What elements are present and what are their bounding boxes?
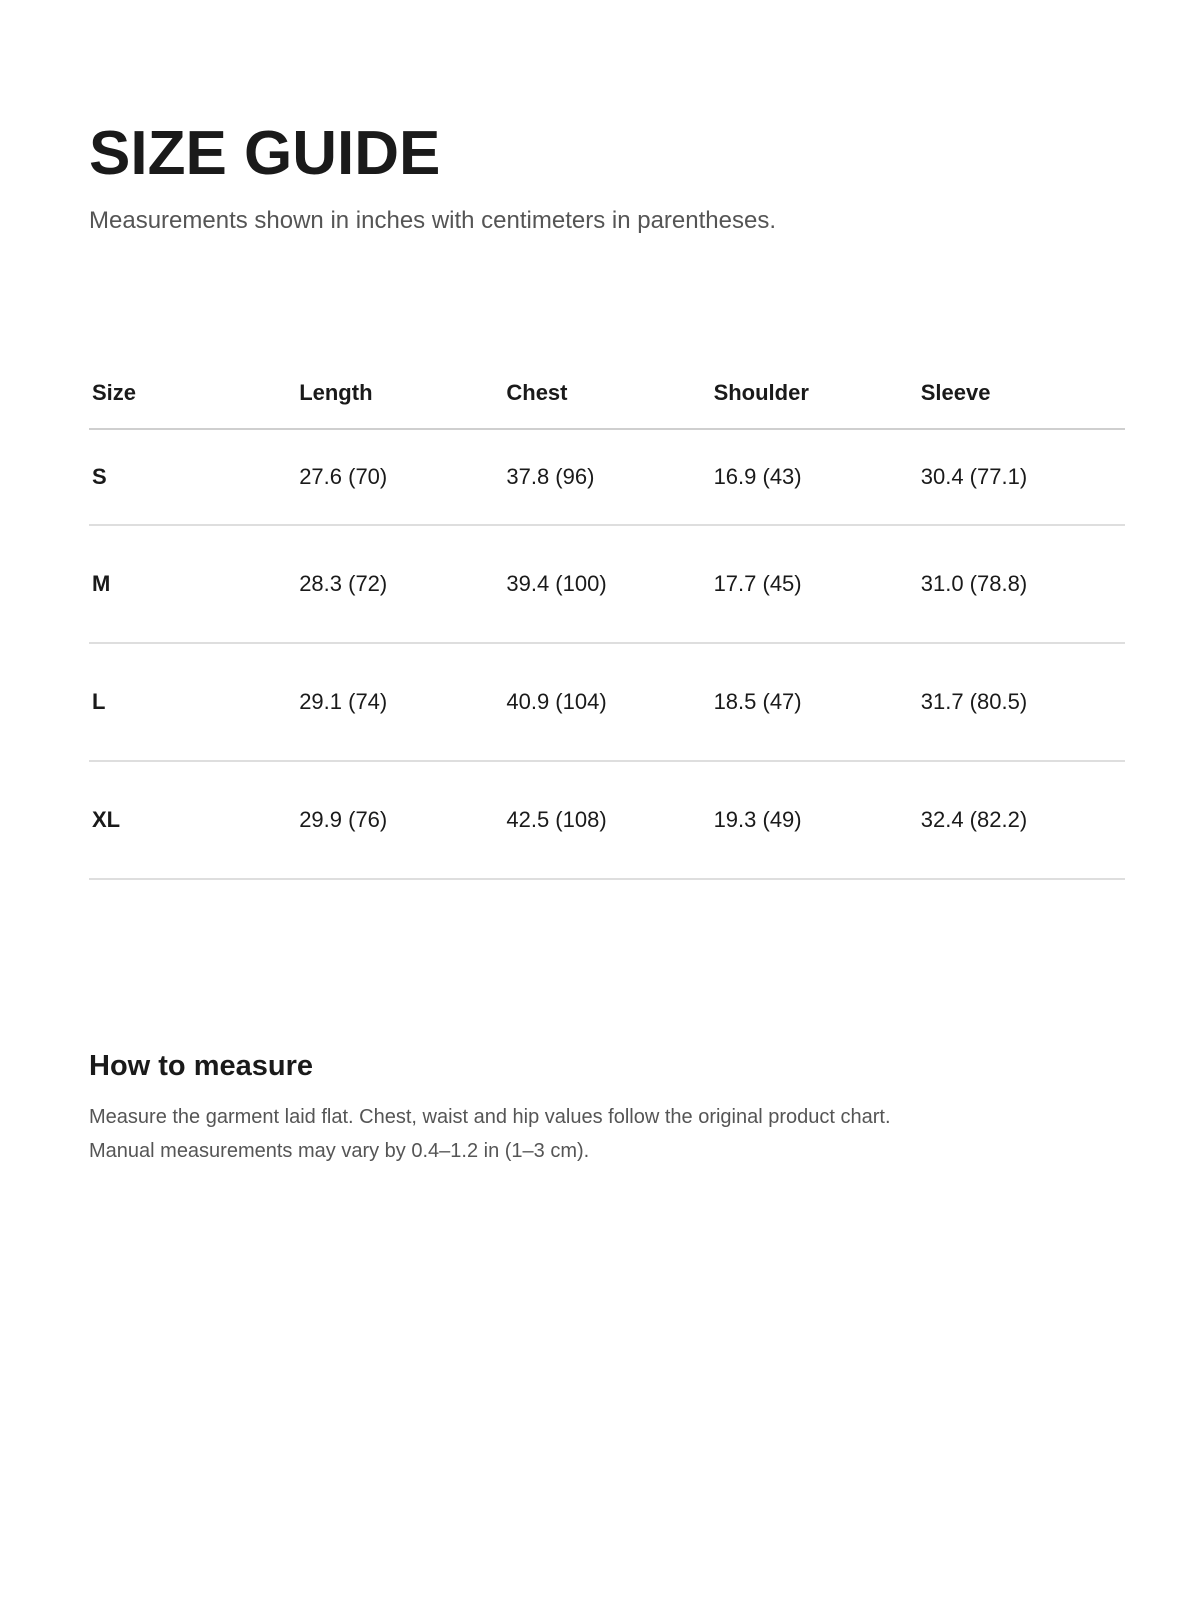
column-header-chest: Chest <box>503 366 710 429</box>
column-header-size: Size <box>89 366 296 429</box>
size-cell: L <box>89 643 296 761</box>
table-header-row <box>89 366 1125 429</box>
sleeve-cell: 30.4 (77.1) <box>918 429 1125 525</box>
length-cell: 27.6 (70) <box>296 429 503 525</box>
length-cell: 29.9 (76) <box>296 761 503 879</box>
shoulder-cell: 19.3 (49) <box>711 761 918 879</box>
how-to-measure-line: Measure the garment laid flat. Chest, waist and hip values follow the original product chart. <box>89 1106 891 1128</box>
how-to-measure-line: Manual measurements may vary by 0.4–1.2 in (1–3 cm). <box>89 1140 590 1162</box>
sleeve-cell: 31.0 (78.8) <box>918 525 1125 643</box>
length-cell: 29.1 (74) <box>296 643 503 761</box>
shoulder-cell: 16.9 (43) <box>711 429 918 525</box>
chest-cell: 42.5 (108) <box>503 761 710 879</box>
size-table-container <box>89 366 1125 880</box>
shoulder-cell: 17.7 (45) <box>711 525 918 643</box>
chest-cell: 40.9 (104) <box>503 643 710 761</box>
chest-cell: 39.4 (100) <box>503 525 710 643</box>
sleeve-cell: 32.4 (82.2) <box>918 761 1125 879</box>
sleeve-cell: 31.7 (80.5) <box>918 643 1125 761</box>
size-cell: XL <box>89 761 296 879</box>
size-cell: M <box>89 525 296 643</box>
column-header-length: Length <box>296 366 503 429</box>
size-table <box>89 366 1125 880</box>
length-cell: 28.3 (72) <box>296 525 503 643</box>
page-title: SIZE GUIDE <box>89 119 441 188</box>
table-row <box>89 761 1125 879</box>
chest-cell: 37.8 (96) <box>503 429 710 525</box>
how-to-measure-text <box>89 1100 891 1168</box>
column-header-sleeve: Sleeve <box>918 366 1125 429</box>
table-row <box>89 643 1125 761</box>
shoulder-cell: 18.5 (47) <box>711 643 918 761</box>
how-to-measure-heading: How to measure <box>89 1050 313 1082</box>
page-subtitle: Measurements shown in inches with centimeters in parentheses. <box>89 207 776 234</box>
column-header-shoulder: Shoulder <box>711 366 918 429</box>
table-row <box>89 429 1125 525</box>
size-cell: S <box>89 429 296 525</box>
table-row <box>89 525 1125 643</box>
